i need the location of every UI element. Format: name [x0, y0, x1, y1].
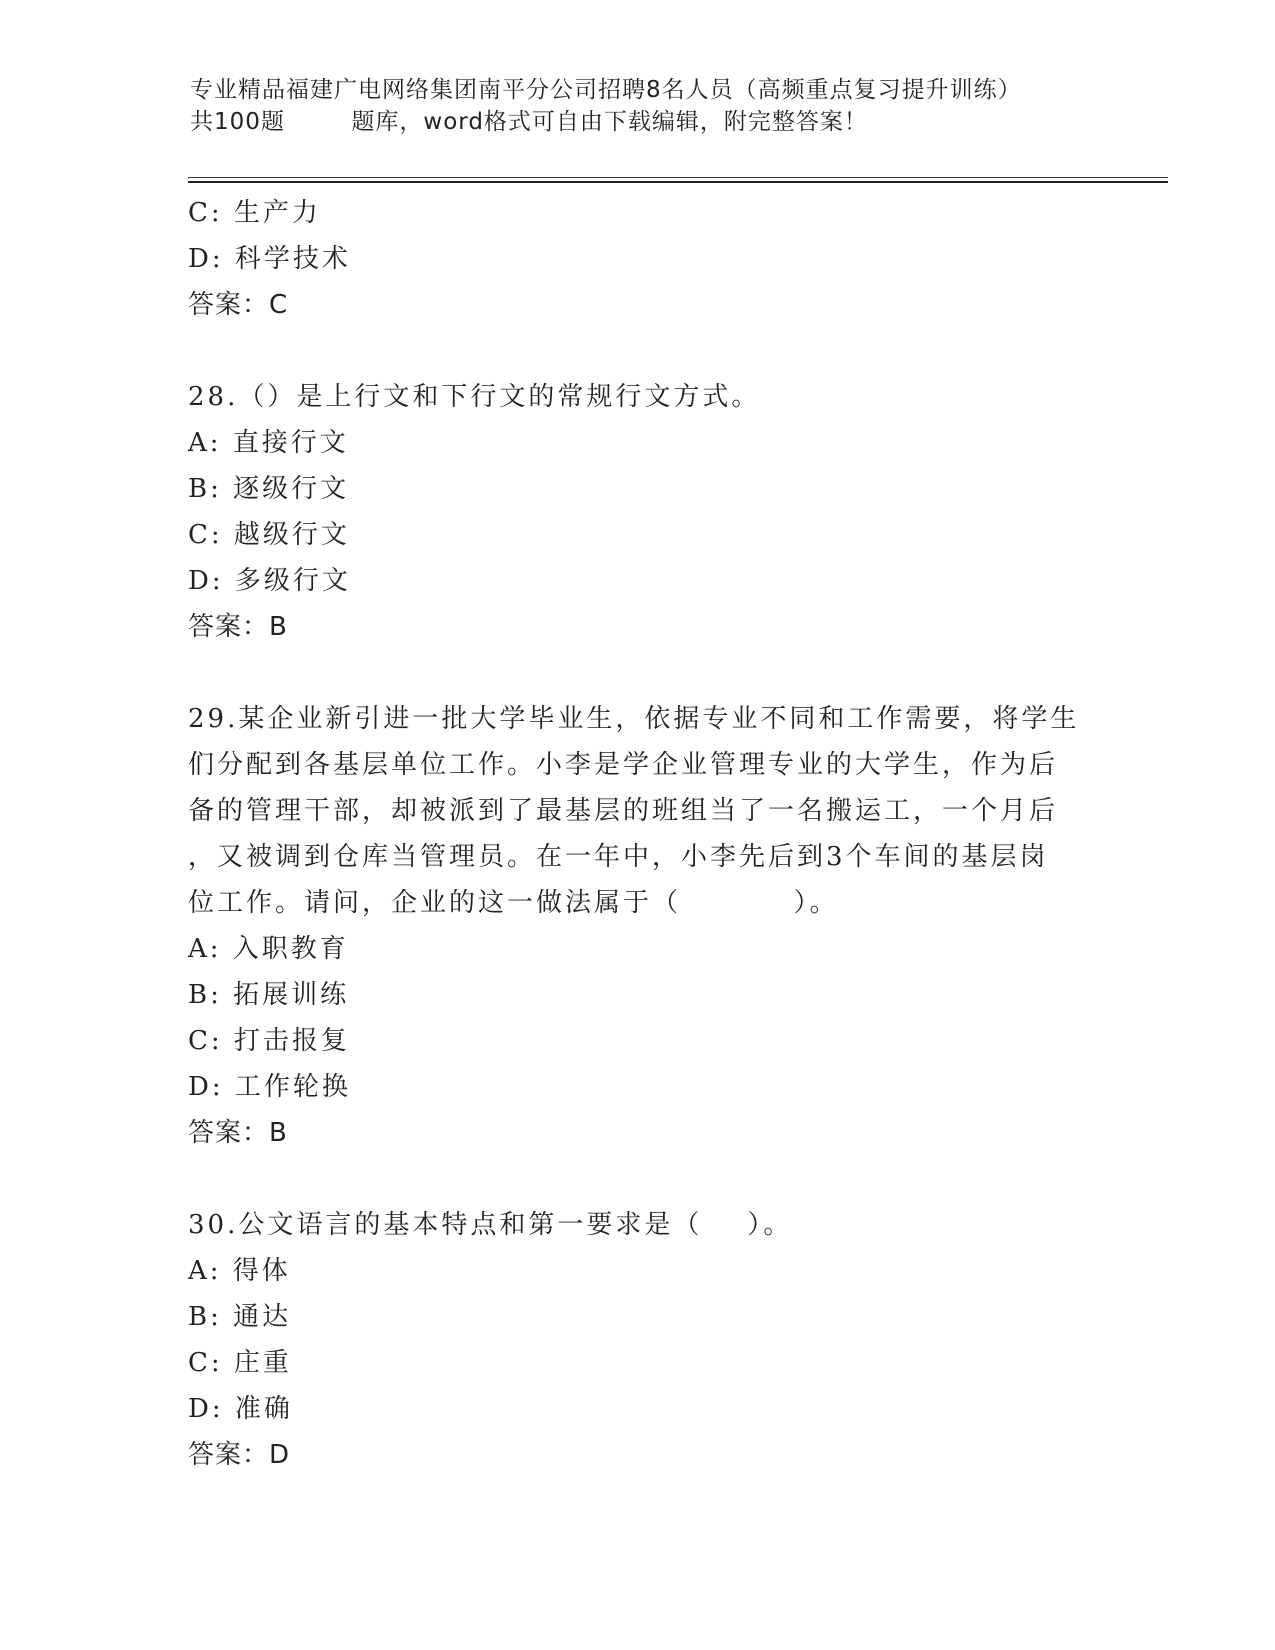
question-stem: 30.公文语言的基本特点和第一要求是（ ）。 — [188, 1210, 793, 1240]
option-c: C: 越级行文 — [188, 520, 350, 550]
option-a: A: 入职教育 — [188, 934, 349, 964]
answer-line: 答案：D — [188, 1440, 291, 1470]
spacer — [188, 650, 1088, 696]
option-c: C: 庄重 — [188, 1348, 292, 1378]
option-b: B: 通达 — [188, 1302, 292, 1332]
question-block-30 — [188, 1202, 1088, 1478]
answer-line: 答案：B — [188, 1118, 288, 1148]
header-title: 专业精品福建广电网络集团南平分公司招聘8名人员（高频重点复习提升训练） — [190, 77, 1022, 103]
option-c: C: 生产力 — [188, 198, 321, 228]
option-d: D: 科学技术 — [188, 244, 351, 274]
answer-line: 答案：B — [188, 612, 288, 642]
question-stem-line-2: 们分配到各基层单位工作。小李是学企业管理专业的大学生，作为后 — [188, 750, 1059, 780]
document-header — [190, 74, 1170, 138]
question-stem-line-5: 位工作。请问，企业的这一做法属于（ ）。 — [188, 888, 839, 918]
option-a: A: 直接行文 — [188, 428, 349, 458]
question-stem-line-3: 备的管理干部，却被派到了最基层的班组当了一名搬运工，一个月后 — [188, 796, 1059, 826]
option-d: D: 准确 — [188, 1394, 293, 1424]
option-d: D: 多级行文 — [188, 566, 351, 596]
question-block-28 — [188, 374, 1088, 650]
question-stem-line-4: ，又被调到仓库当管理员。在一年中，小李先后到3个车间的基层岗 — [188, 842, 1049, 872]
option-c: C: 打击报复 — [188, 1026, 350, 1056]
answer-line: 答案：C — [188, 290, 289, 320]
option-b: B: 逐级行文 — [188, 474, 350, 504]
question-block-27-tail — [188, 190, 1088, 328]
option-b: B: 拓展训练 — [188, 980, 350, 1010]
question-block-29 — [188, 696, 1088, 1156]
question-content — [188, 190, 1088, 1478]
question-stem: 28.（）是上行文和下行文的常规行文方式。 — [188, 382, 761, 412]
question-stem-line-1: 29.某企业新引进一批大学毕业生，依据专业不同和工作需要，将学生 — [188, 704, 1080, 734]
header-subtitle: 共100题 题库，word格式可自由下载编辑，附完整答案！ — [190, 109, 868, 135]
spacer — [188, 1156, 1088, 1202]
option-d: D: 工作轮换 — [188, 1072, 351, 1102]
spacer — [188, 328, 1088, 374]
header-divider-thick — [188, 181, 1168, 183]
header-divider-thin — [188, 177, 1168, 178]
option-a: A: 得体 — [188, 1256, 291, 1286]
